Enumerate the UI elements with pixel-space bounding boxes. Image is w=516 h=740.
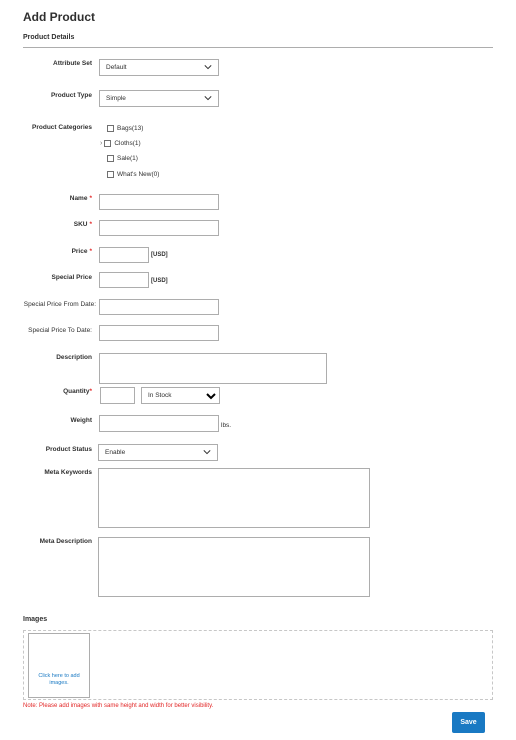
checkbox[interactable]: [104, 140, 111, 147]
price-currency: [USD]: [151, 252, 168, 258]
images-label: Images: [23, 616, 48, 623]
name-label-text: Name: [69, 195, 88, 202]
price-label: Price *: [71, 248, 92, 255]
sku-label: SKU *: [73, 221, 92, 228]
category-item[interactable]: [100, 140, 141, 147]
status-label: Product Status: [45, 446, 92, 453]
chevron-down-icon: [203, 448, 211, 456]
category-label: What's New(0): [117, 171, 160, 179]
save-button[interactable]: Save: [452, 712, 485, 733]
categories-label: Product Categories: [32, 124, 92, 131]
status-value: Enable: [105, 449, 126, 456]
add-image-tile[interactable]: [28, 633, 90, 698]
description-label: Description: [56, 354, 92, 361]
divider: [23, 47, 493, 48]
quantity-input[interactable]: [100, 387, 135, 404]
checkbox[interactable]: [107, 171, 114, 178]
category-label: Cloths(1): [114, 140, 141, 148]
checkbox[interactable]: [107, 125, 114, 132]
sku-label-text: SKU: [73, 221, 88, 228]
special-price-input[interactable]: [99, 272, 149, 288]
quantity-label-text: Quantity: [63, 388, 90, 395]
product-type-select[interactable]: [99, 90, 219, 107]
checkbox[interactable]: [107, 155, 114, 162]
attribute-set-label: Attribute Set: [53, 60, 92, 67]
category-item[interactable]: [107, 125, 143, 132]
weight-unit: lbs.: [221, 422, 232, 429]
page-title: Add Product: [23, 10, 95, 24]
chevron-down-icon: [204, 94, 212, 102]
meta-keywords-label: Meta Keywords: [44, 469, 92, 476]
special-to-label: Special Price To Date:: [28, 327, 92, 334]
sku-input[interactable]: [99, 220, 219, 236]
attribute-set-value: Default: [106, 64, 127, 71]
weight-label: Weight: [70, 417, 92, 424]
description-textarea[interactable]: [99, 353, 327, 384]
chevron-down-icon: [204, 63, 212, 71]
stock-status-select[interactable]: [141, 387, 220, 404]
meta-keywords-textarea[interactable]: [98, 468, 370, 528]
section-title: Product Details: [23, 34, 75, 41]
category-label: Bags(13): [117, 125, 144, 133]
add-image-link[interactable]: Click here to add images.: [38, 673, 80, 686]
special-to-input[interactable]: [99, 325, 219, 341]
special-from-label: Special Price From Date:: [23, 301, 96, 308]
category-item[interactable]: [107, 171, 159, 178]
category-item[interactable]: [107, 155, 138, 162]
weight-input[interactable]: [99, 415, 219, 432]
image-dropzone[interactable]: [23, 630, 493, 700]
special-price-label: Special Price: [51, 274, 92, 281]
meta-description-textarea[interactable]: [98, 537, 370, 597]
product-type-label: Product Type: [50, 92, 92, 99]
stock-status-value: In Stock: [148, 392, 172, 399]
meta-description-label: Meta Description: [39, 538, 92, 545]
category-label: Sale(1): [117, 155, 138, 163]
special-from-input[interactable]: [99, 299, 219, 315]
status-select[interactable]: [98, 444, 218, 461]
price-input[interactable]: [99, 247, 149, 263]
special-price-currency: [USD]: [151, 278, 168, 284]
price-label-text: Price: [71, 248, 88, 255]
image-note: Note: Please add images with same height and width for better visibility.: [23, 703, 214, 709]
product-type-value: Simple: [106, 95, 126, 102]
name-input[interactable]: [99, 194, 219, 210]
name-label: Name *: [69, 195, 92, 202]
attribute-set-select[interactable]: [99, 59, 219, 76]
quantity-label: Quantity*: [63, 388, 92, 395]
chevron-down-icon: [206, 391, 216, 401]
chevron-right-icon[interactable]: ›: [100, 140, 103, 148]
